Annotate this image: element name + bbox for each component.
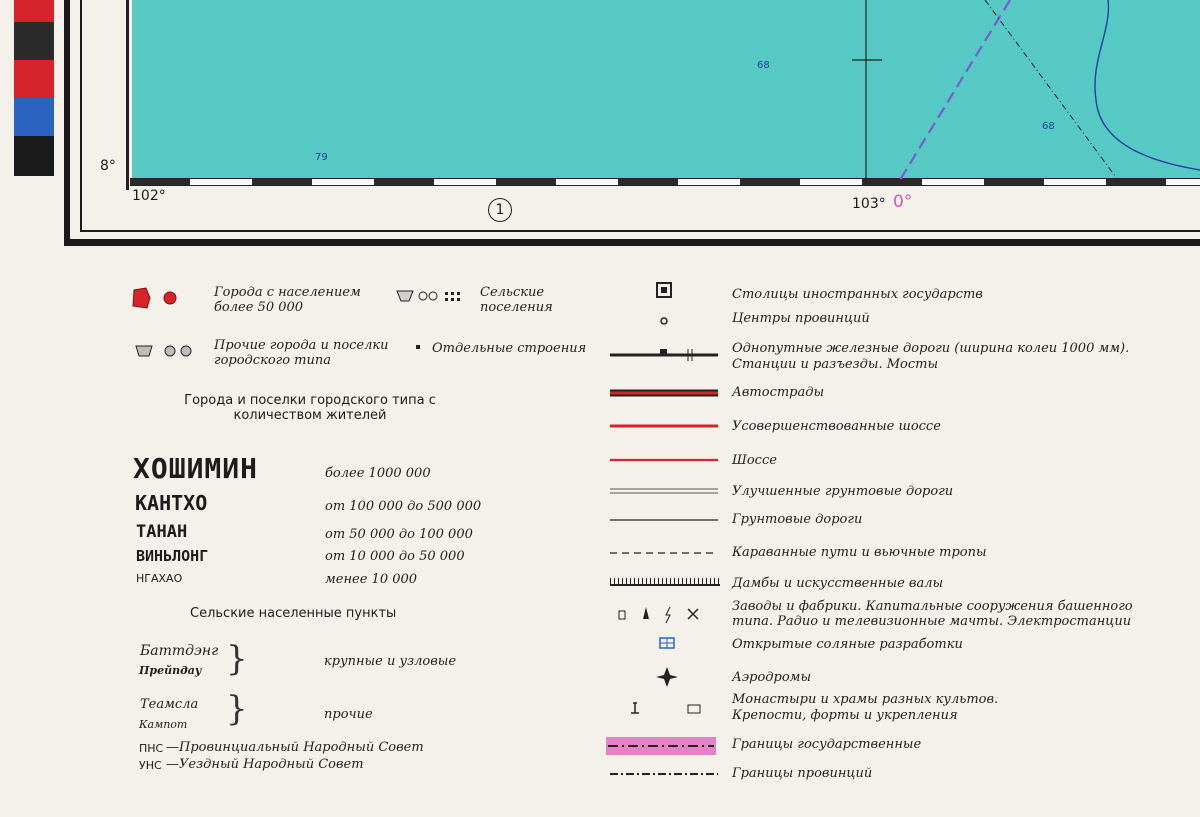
depth-label: 68 xyxy=(757,60,770,71)
legend-stations: Станции и разъезды. Мосты xyxy=(732,357,939,372)
legend-salt-works: Открытые соляные разработки xyxy=(732,637,963,652)
latitude-label: 8° xyxy=(100,158,116,174)
outer-frame-bottom xyxy=(64,239,1200,246)
example-city-1: ХОШИМИН xyxy=(133,452,259,485)
example-city-5: НГАХАО xyxy=(136,572,183,585)
inner-frame-bottom xyxy=(80,230,1200,232)
sheet-number: 1 xyxy=(488,198,512,222)
brace: } xyxy=(226,689,248,729)
legend-improved-roads: Усовершенствованные шоссе xyxy=(732,419,941,434)
abbr-text: —Уездный Народный Совет xyxy=(166,757,364,772)
brace: } xyxy=(226,639,248,679)
legend-big-cities: Города с населением более 50 000 xyxy=(214,285,361,315)
legend-single-buildings: Отдельные строения xyxy=(432,341,587,356)
abbr-key: ПНС xyxy=(139,742,164,755)
longitude-label: 102° xyxy=(132,188,166,204)
zero-meridian-label: 0° xyxy=(893,192,913,212)
abbr-text: —Провинциальный Народный Совет xyxy=(166,740,424,755)
legend-foreign-capitals: Столицы иностранных государств xyxy=(732,287,983,302)
legend-fortresses: Крепости, форты и укрепления xyxy=(732,708,958,723)
legend-dirt-roads: Грунтовые дороги xyxy=(732,512,863,527)
legend-factories: Заводы и фабрики. Капитальные сооружения башенного xyxy=(732,599,1133,614)
legend-caravan-paths: Караванные пути и вьючные тропы xyxy=(732,545,987,560)
other-city-symbols xyxy=(134,342,196,360)
legend-province-centers: Центры провинций xyxy=(732,311,870,326)
example-range-5: менее 10 000 xyxy=(325,572,418,587)
legend-dams: Дамбы и искусственные валы xyxy=(732,576,944,591)
legend-other-cities: Прочие города и поселки городского типа xyxy=(214,338,389,368)
depth-label: 68 xyxy=(1042,121,1055,132)
village-name: Кампот xyxy=(139,718,188,731)
example-range-3: от 50 000 до 100 000 xyxy=(325,527,473,542)
rural-heading: Сельские населенные пункты xyxy=(190,606,397,621)
village-desc: прочие xyxy=(324,707,373,722)
example-range-4: от 10 000 до 50 000 xyxy=(325,549,465,564)
village-desc: крупные и узловые xyxy=(324,654,457,669)
legend-rural: Сельские поселения xyxy=(480,285,553,315)
village-name: Прейпдау xyxy=(139,664,202,677)
legend-symbols xyxy=(600,275,730,795)
big-city-symbols xyxy=(130,286,190,310)
example-city-2: КАНТХО xyxy=(135,491,208,515)
rural-settlement-symbols xyxy=(395,288,467,304)
abbr-key: УНС xyxy=(139,759,162,772)
map-lines xyxy=(0,0,1200,200)
legend-airfields: Аэродромы xyxy=(732,670,812,685)
single-building-symbol xyxy=(416,345,420,349)
legend-state-borders: Границы государственные xyxy=(732,737,922,752)
example-city-3: ТАНАН xyxy=(136,522,188,542)
legend-roads: Шоссе xyxy=(732,453,777,468)
longitude-label: 103° xyxy=(852,196,886,212)
depth-label: 79 xyxy=(315,152,328,163)
legend-monasteries: Монастыри и храмы разных культов. xyxy=(732,692,999,707)
legend-province-borders: Границы провинций xyxy=(732,766,873,781)
population-heading: Города и поселки городского типа с количеством жителей xyxy=(184,393,436,423)
village-name: Баттдэнг xyxy=(140,643,219,659)
legend-railways: Однопутные железные дороги (ширина колеи 1000 мм). xyxy=(732,341,1130,356)
legend-highways: Автострады xyxy=(732,385,825,400)
example-city-4: ВИНЬЛОНГ xyxy=(136,547,209,565)
village-name: Теамсла xyxy=(140,697,199,712)
example-range-1: более 1000 000 xyxy=(325,466,431,481)
legend-improved-dirt-roads: Улучшенные грунтовые дороги xyxy=(732,484,954,499)
legend-masts: типа. Радио и телевизионные мачты. Электростанции xyxy=(732,614,1132,629)
example-range-2: от 100 000 до 500 000 xyxy=(325,499,482,514)
